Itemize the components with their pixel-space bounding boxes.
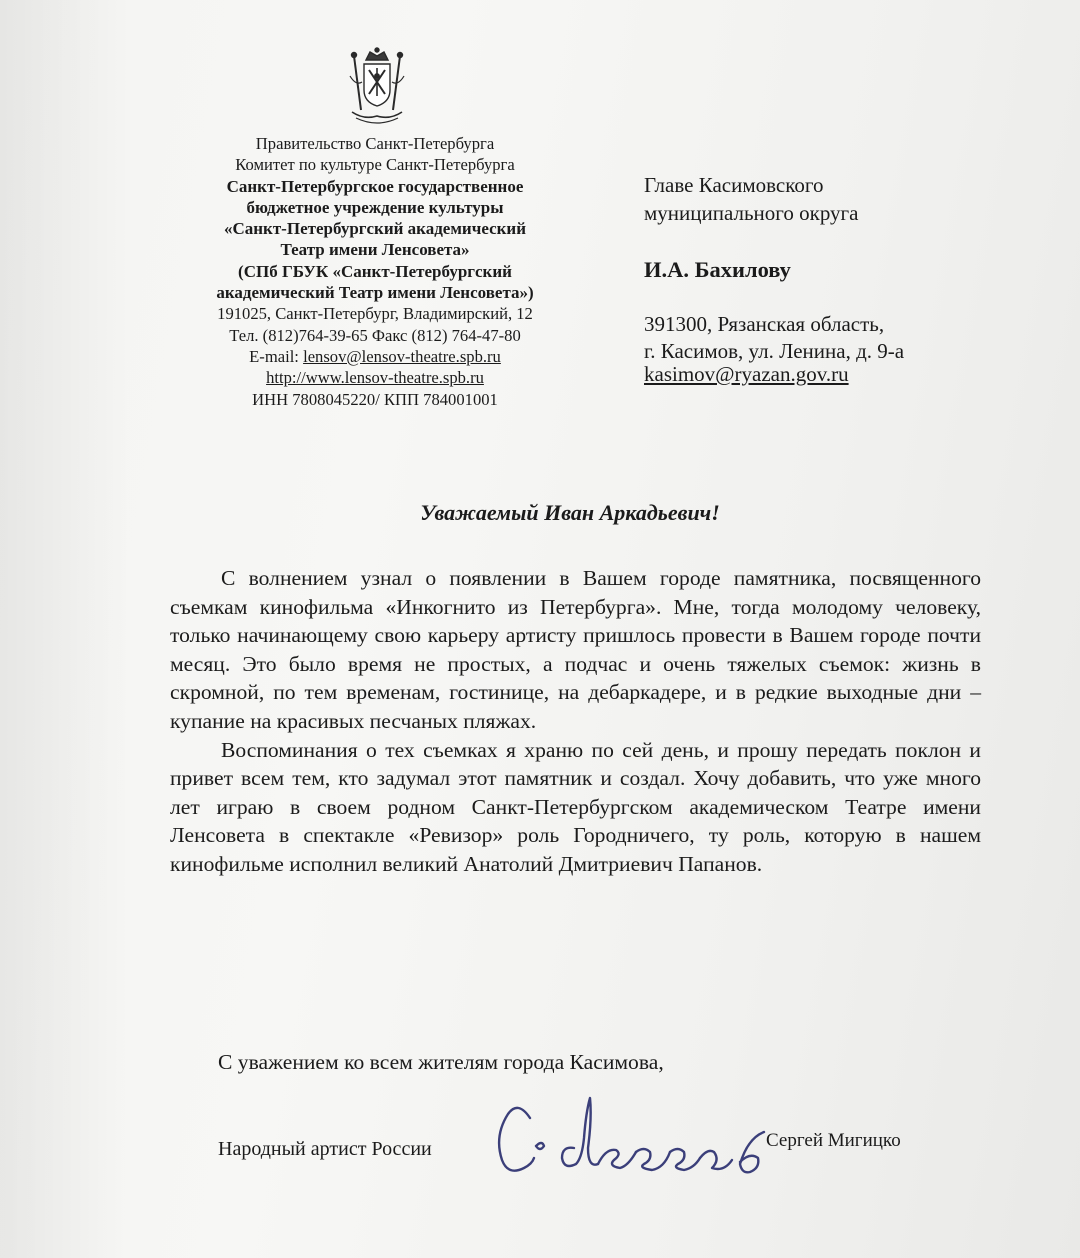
letterhead-line: (СПб ГБУК «Санкт-Петербургский	[238, 261, 512, 281]
paragraph: Воспоминания о тех съемках я храню по сей день, и прошу передать поклон и привет всем тем, кто задумал этот памятник и создал. Хочу добавить, что уже много лет играю в своем родном Санкт-Петербургском академическом Театре имени Ленсовета в спектакле «Ревизор» роль Городничего, ту роль, которую в нашем кинофильме исполнил великий Анатолий Дмитриевич Папанов.	[170, 737, 981, 876]
handwritten-signature	[488, 1088, 798, 1184]
letterhead-phone: Тел. (812)764-39-65 Факс (812) 764-47-80	[229, 325, 521, 345]
letterhead-line: Правительство Санкт-Петербурга	[255, 134, 495, 153]
paragraph: С волнением узнал о появлении в Вашем городе памятника, посвященного съемкам кинофильма «Инкогнито из Петербурга». Мне, тогда молодому человеку, только начинающему свою карьеру артисту пришлось провести в Вашем городе почти месяц. Это было время не простых, а подчас и очень тяжелых съемок: жизнь в скромной, по тем временам, гостинице, на дебаркадере, и в редкие выходные дни – купание на красивых песчаных пляжах.	[170, 566, 981, 733]
addressee-address: 391300, Рязанская область,	[644, 312, 885, 336]
letterhead-line: Театр имени Ленсовета»	[280, 240, 470, 260]
letterhead-address: 191025, Санкт-Петербург, Владимирский, 12	[217, 304, 533, 324]
letterhead-line: академический Театр имени Ленсовета»)	[216, 283, 534, 303]
closing-line: С уважением ко всем жителям города Касимова,	[218, 1050, 664, 1074]
addressee-line: Главе Касимовского	[644, 173, 824, 197]
letterhead	[175, 133, 575, 410]
letter-body	[170, 564, 981, 879]
letterhead-line: «Санкт-Петербургский академический	[223, 219, 527, 239]
signer-name: Сергей Мигицко	[766, 1130, 901, 1151]
letterhead-email-line	[175, 346, 575, 367]
letterhead-inn: ИНН 7808045220/ КПП 784001001	[252, 389, 498, 409]
addressee-line: муниципального округа	[644, 201, 859, 225]
greeting: Уважаемый Иван Аркадьевич!	[420, 500, 720, 525]
letterhead-line: бюджетное учреждение культуры	[246, 197, 504, 217]
addressee-name: И.А. Бахилову	[644, 257, 791, 282]
signer-title: Народный артист России	[218, 1138, 432, 1160]
letterhead-line: Комитет по культуре Санкт-Петербурга	[235, 155, 515, 175]
email-label: E-mail:	[249, 346, 304, 366]
coat-of-arms-icon	[344, 46, 410, 130]
website-link[interactable]: http://www.lensov-theatre.spb.ru	[266, 368, 484, 388]
letterhead-line: Санкт-Петербургское государственное	[226, 176, 524, 196]
email-link[interactable]: lensov@lensov-theatre.spb.ru	[303, 346, 501, 366]
addressee-address: г. Касимов, ул. Ленина, д. 9-а	[644, 339, 905, 363]
addressee-email-link[interactable]: kasimov@ryazan.gov.ru	[644, 362, 849, 386]
